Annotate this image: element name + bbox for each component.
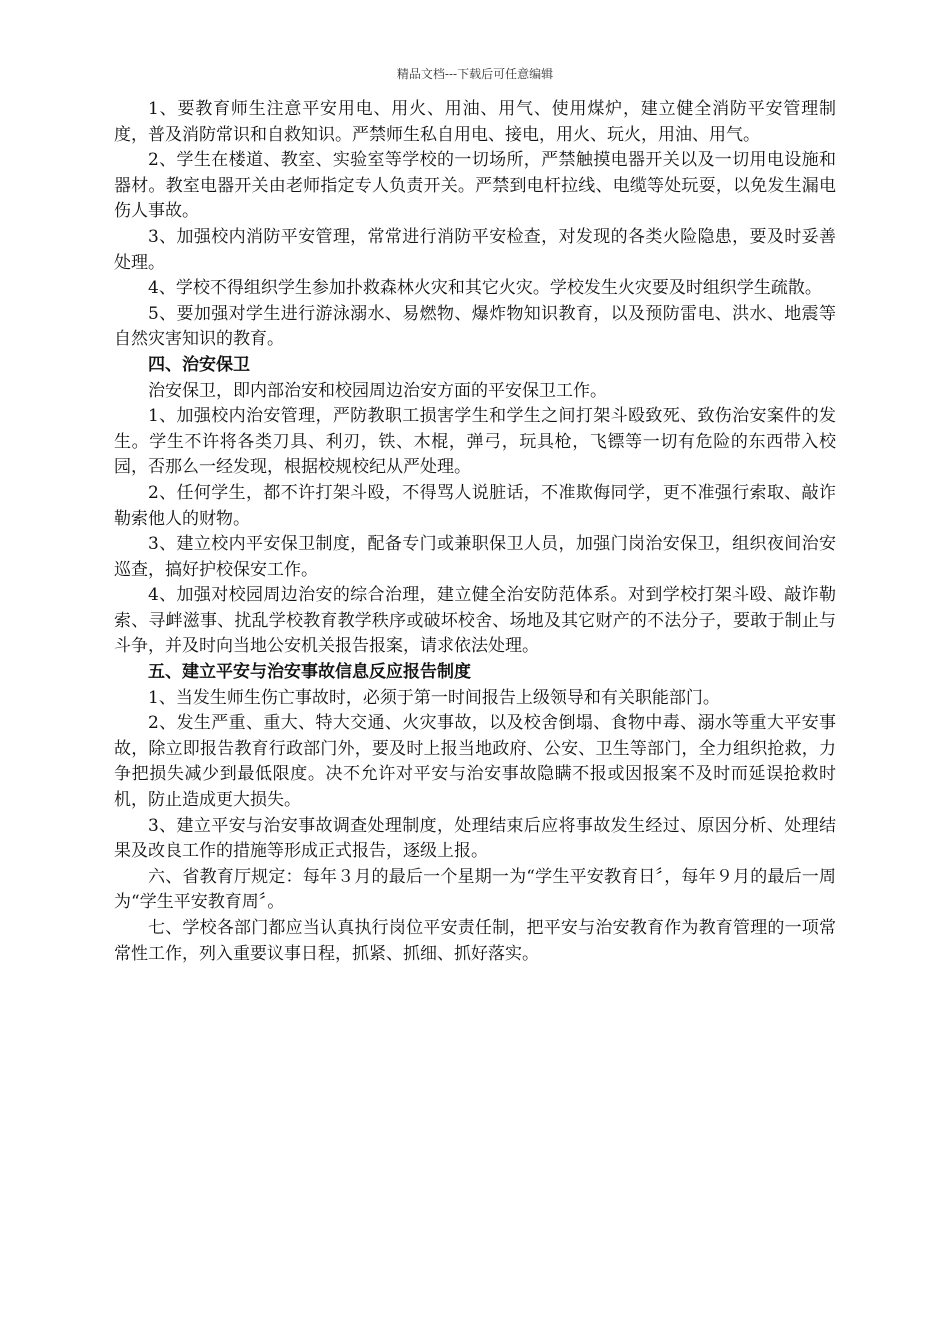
paragraph-section-six: 六、省教育厅规定：每年３月的最后一个星期一为“学生平安教育日〞，每年９月的最后一周为“学生平安教育周〞。 <box>114 866 836 913</box>
paragraph-fire-5: 5、要加强对学生进行游泳溺水、易燃物、爆炸物知识教育，以及预防雷电、洪水、地震等自然灾害知识的教育。 <box>114 303 836 350</box>
paragraph-section-seven: 七、学校各部门都应当认真执行岗位平安责任制，把平安与治安教育作为教育管理的一项常常性工作，列入重要议事日程，抓紧、抓细、抓好落实。 <box>114 918 836 964</box>
paragraph-security-intro: 治安保卫，即内部治安和校园周边治安方面的平安保卫工作。 <box>148 380 607 401</box>
paragraph-fire-3: 3、加强校内消防平安管理，常常进行消防平安检查，对发现的各类火险隐患，要及时妥善处理。 <box>114 226 836 273</box>
paragraph-fire-4: 4、学校不得组织学生参加扑救森林火灾和其它火灾。学校发生火灾要及时组织学生疏散。 <box>148 278 822 299</box>
paragraph-fire-2: 2、学生在楼道、教室、实验室等学校的一切场所，严禁触摸电器开关以及一切用电设施和器材。教室电器开关由老师指定专人负责开关。严禁到电杆拉线、电缆等处玩耍，以免发生漏电伤人事故。 <box>114 150 836 222</box>
paragraph-security-4: 4、加强对校园周边治安的综合治理，建立健全治安防范体系。对到学校打架斗殴、敲诈勒索、寻衅滋事、扰乱学校教育教学秩序或破坏校舍、场地及其它财产的不法分子，要敢于制止与斗争，并及时向当地公安机关报告报案，请求依法处理。 <box>114 585 836 657</box>
paragraph-security-3: 3、建立校内平安保卫制度，配备专门或兼职保卫人员，加强门岗治安保卫，组织夜间治安巡查，搞好护校保安工作。 <box>114 534 836 580</box>
paragraph-security-1: 1、加强校内治安管理，严防教职工损害学生和学生之间打架斗殴致死、致伤治安案件的发生。学生不许将各类刀具、利刃，铁、木棍，弹弓，玩具枪，飞镖等一切有危险的东西带入校园，否那么一经发现，根据校规校纪从严处理。 <box>114 406 836 478</box>
paragraph-reporting-1: 1、当发生师生伤亡事故时，必须于第一时间报告上级领导和有关职能部门。 <box>148 687 720 708</box>
page-header: 精品文档---下载后可任意编辑 <box>396 67 554 81</box>
paragraph-reporting-2: 2、发生严重、重大、特大交通、火灾事故，以及校舍倒塌、食物中毒、溺水等重大平安事故，除立即报告教育行政部门外，要及时上报当地政府、公安、卫生等部门，全力组织抢救，力争把损失减少到最低限度。决不允许对平安与治安事故隐瞒不报或因报案不及时而延误抢救时机，防止造成更大损失。 <box>114 713 836 811</box>
section-heading-security: 四、治安保卫 <box>148 354 250 375</box>
document-body <box>114 97 836 967</box>
paragraph-fire-1: 1、要教育师生注意平安用电、用火、用油、用气、使用煤炉，建立健全消防平安管理制度，普及消防常识和自救知识。严禁师生私自用电、接电，用火、玩火，用油、用气。 <box>114 99 836 145</box>
paragraph-security-2: 2、任何学生，都不许打架斗殴，不得骂人说脏话，不准欺侮同学，更不准强行索取、敲诈勒索他人的财物。 <box>114 482 836 529</box>
section-heading-reporting: 五、建立平安与治安事故信息反应报告制度 <box>148 662 471 683</box>
paragraph-reporting-3: 3、建立平安与治安事故调查处理制度，处理结束后应将事故发生经过、原因分析、处理结果及改良工作的措施等形成正式报告，逐级上报。 <box>114 815 836 862</box>
